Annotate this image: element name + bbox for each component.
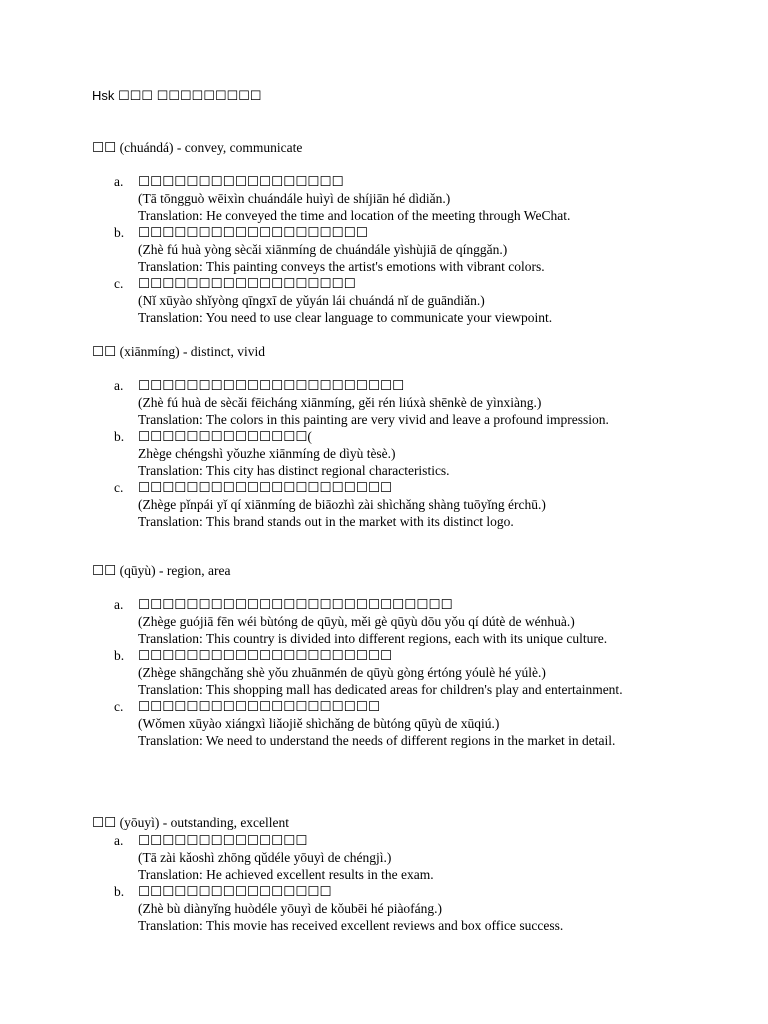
example-item (114, 832, 654, 883)
example-translation: Translation: This brand stands out in the market with its distinct logo. (138, 514, 514, 529)
list-marker: b. (114, 884, 125, 899)
example-translation: Translation: This shopping mall has dedicated areas for children's play and entertainment. (138, 682, 623, 697)
list-marker: b. (114, 648, 125, 663)
document-title: Hsk ☐☐☐ ☐☐☐☐☐☐☐☐☐ (92, 88, 262, 103)
example-item (114, 224, 654, 275)
example-item (114, 479, 654, 530)
example-translation: Translation: He achieved excellent results in the exam. (138, 867, 434, 882)
example-hanzi: ☐☐☐☐☐☐☐☐☐☐☐☐☐☐☐☐☐☐ (138, 276, 356, 291)
example-translation: Translation: He conveyed the time and location of the meeting through WeChat. (138, 208, 571, 223)
example-hanzi: ☐☐☐☐☐☐☐☐☐☐☐☐☐☐☐☐☐ (138, 174, 344, 189)
example-item (114, 883, 654, 934)
example-hanzi: ☐☐☐☐☐☐☐☐☐☐☐☐☐☐☐☐☐☐☐☐☐☐☐☐☐☐ (138, 597, 453, 612)
example-pinyin: (Zhè fú huà de sècǎi fēicháng xiānmíng, gěi rén liúxà shēnkè de yìnxiàng.) (138, 395, 542, 410)
example-item (114, 377, 654, 428)
example-hanzi: ☐☐☐☐☐☐☐☐☐☐☐☐☐☐☐☐☐☐☐☐ (138, 699, 381, 714)
term-heading-youyi: ☐☐ (yōuyì) - outstanding, excellent (92, 815, 290, 830)
example-item (114, 647, 654, 698)
list-marker: a. (114, 833, 124, 848)
example-hanzi: ☐☐☐☐☐☐☐☐☐☐☐☐☐☐ (138, 833, 308, 848)
list-marker: c. (114, 276, 124, 291)
list-marker: b. (114, 225, 125, 240)
example-item (114, 173, 654, 224)
example-hanzi: ☐☐☐☐☐☐☐☐☐☐☐☐☐☐☐☐☐☐☐☐☐☐ (138, 378, 405, 393)
example-item (114, 596, 654, 647)
example-pinyin: Zhège chéngshì yǒuzhe xiānmíng de dìyù tèsè.) (138, 446, 396, 461)
example-pinyin: (Zhè fú huà yòng sècǎi xiānmíng de chuándále yìshùjiā de qínggǎn.) (138, 242, 508, 257)
example-translation: Translation: This movie has received excellent reviews and box office success. (138, 918, 564, 933)
term-heading-xianming: ☐☐ (xiānmíng) - distinct, vivid (92, 344, 266, 359)
example-pinyin: (Zhè bù diànyǐng huòdéle yōuyì de kǒubēi hé piàofáng.) (138, 901, 443, 916)
example-translation: Translation: You need to use clear language to communicate your viewpoint. (138, 310, 553, 325)
example-translation: Translation: This city has distinct regional characteristics. (138, 463, 450, 478)
example-list-chuanda (114, 173, 654, 326)
example-translation: Translation: This country is divided into different regions, each with its unique culture. (138, 631, 608, 646)
example-pinyin: (Nǐ xūyào shǐyòng qīngxī de yǔyán lái chuándá nǐ de guāndiǎn.) (138, 293, 485, 308)
list-marker: b. (114, 429, 125, 444)
example-item (114, 275, 654, 326)
example-translation: Translation: This painting conveys the artist's emotions with vibrant colors. (138, 259, 545, 274)
example-item (114, 428, 654, 479)
example-list-xianming (114, 377, 654, 530)
example-translation: Translation: We need to understand the needs of different regions in the market in detail. (138, 733, 616, 748)
example-hanzi: ☐☐☐☐☐☐☐☐☐☐☐☐☐☐☐☐☐☐☐☐☐ (138, 480, 393, 495)
example-translation: Translation: The colors in this painting are very vivid and leave a profound impression. (138, 412, 609, 427)
example-hanzi: ☐☐☐☐☐☐☐☐☐☐☐☐☐☐☐☐☐☐☐☐☐ (138, 648, 393, 663)
example-pinyin: (Wǒmen xūyào xiángxì liǎojiě shìchǎng de bùtóng qūyù de xūqiú.) (138, 716, 500, 731)
term-heading-quyu: ☐☐ (qūyù) - region, area (92, 563, 231, 578)
example-hanzi: ☐☐☐☐☐☐☐☐☐☐☐☐☐☐☐☐ (138, 884, 332, 899)
list-marker: c. (114, 699, 124, 714)
example-list-youyi (114, 832, 654, 934)
example-item (114, 698, 654, 749)
example-hanzi: ☐☐☐☐☐☐☐☐☐☐☐☐☐☐( (138, 429, 312, 444)
example-hanzi: ☐☐☐☐☐☐☐☐☐☐☐☐☐☐☐☐☐☐☐ (138, 225, 368, 240)
example-pinyin: (Tā tōngguò wēixìn chuándále huìyì de shíjiān hé dìdiǎn.) (138, 191, 451, 206)
example-pinyin: (Zhège guójiā fēn wéi bùtóng de qūyù, měi gè qūyù dōu yǒu qí dútè de wénhuà.) (138, 614, 575, 629)
list-marker: a. (114, 378, 124, 393)
example-pinyin: (Tā zài kǎoshì zhōng qǔdéle yōuyì de chéngjì.) (138, 850, 392, 865)
example-pinyin: (Zhège pǐnpái yǐ qí xiānmíng de biāozhì zài shìchǎng shàng tuōyǐng érchū.) (138, 497, 546, 512)
example-pinyin: (Zhège shāngchǎng shè yǒu zhuānmén de qūyù gòng értóng yóulè hé yúlè.) (138, 665, 546, 680)
list-marker: a. (114, 597, 124, 612)
list-marker: c. (114, 480, 124, 495)
example-list-quyu (114, 596, 654, 749)
list-marker: a. (114, 174, 124, 189)
term-heading-chuanda: ☐☐ (chuándá) - convey, communicate (92, 140, 303, 155)
